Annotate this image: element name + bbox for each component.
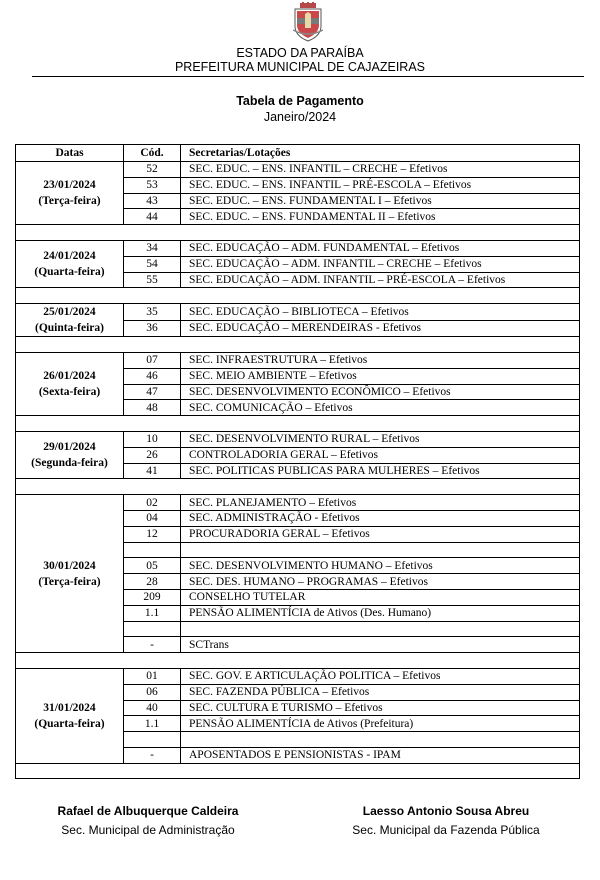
department-code: 48 xyxy=(124,400,181,416)
department-code: 40 xyxy=(124,700,181,716)
department-code: - xyxy=(124,747,181,763)
payment-weekday: (Terça-feira) xyxy=(38,195,101,208)
group-separator-row xyxy=(16,479,580,495)
department-name: SEC. DESENVOLVIMENTO ECONÔMICO – Efetivos xyxy=(181,384,580,400)
payment-date: 25/01/2024 xyxy=(43,306,96,319)
payment-table xyxy=(15,144,580,779)
payment-date-cell xyxy=(16,304,124,337)
separator-cell xyxy=(16,479,580,495)
table-row xyxy=(16,240,580,256)
department-name: PENSÃO ALIMENTÍCIA de Ativos (Des. Humano) xyxy=(181,605,580,621)
document-title: Tabela de Pagamento xyxy=(236,94,364,108)
department-name: SEC. GOV. E ARTICULAÇÃO POLITICA – Efetivos xyxy=(181,668,580,684)
department-name xyxy=(181,542,580,558)
department-name: SCTrans xyxy=(181,637,580,653)
department-code: 47 xyxy=(124,384,181,400)
signature-block-finance xyxy=(316,802,576,840)
department-code: 35 xyxy=(124,304,181,321)
col-header-code: Cód. xyxy=(124,145,181,162)
group-separator-row xyxy=(16,288,580,304)
department-name: SEC. CULTURA E TURISMO – Efetivos xyxy=(181,700,580,716)
department-code: 41 xyxy=(124,463,181,479)
signatory-role: Sec. Municipal da Fazenda Pública xyxy=(352,823,540,837)
department-name xyxy=(181,621,580,637)
department-name: SEC. POLITICAS PUBLICAS PARA MULHERES – Efetivos xyxy=(181,463,580,479)
table-row xyxy=(16,352,580,368)
separator-cell xyxy=(16,416,580,432)
group-separator-row xyxy=(16,653,580,669)
separator-cell xyxy=(16,337,580,353)
department-name: SEC. EDUC. – ENS. INFANTIL – PRÉ-ESCOLA – Efetivos xyxy=(181,177,580,193)
department-name: PENSÃO ALIMENTÍCIA de Ativos (Prefeitura) xyxy=(181,716,580,732)
department-code xyxy=(124,621,181,637)
department-name: SEC. DESENVOLVIMENTO HUMANO – Efetivos xyxy=(181,558,580,574)
signatory-name: Rafael de Albuquerque Caldeira xyxy=(57,804,239,818)
group-separator-row xyxy=(16,225,580,241)
separator-cell xyxy=(16,653,580,669)
department-name: SEC. MEIO AMBIENTE – Efetivos xyxy=(181,368,580,384)
department-name: SEC. EDUCAÇÃO – MERENDEIRAS - Efetivos xyxy=(181,320,580,337)
separator-cell xyxy=(16,763,580,779)
payment-date-cell xyxy=(16,431,124,478)
department-name: SEC. EDUC. – ENS. FUNDAMENTAL II – Efetivos xyxy=(181,209,580,225)
department-code: 36 xyxy=(124,320,181,337)
signature-block-administration xyxy=(18,802,278,840)
payment-date-cell xyxy=(16,495,124,653)
department-name: SEC. EDUCAÇÃO – ADM. INFANTIL – PRÉ-ESCOLA – Efetivos xyxy=(181,272,580,288)
department-name: SEC. COMUNICAÇÃO – Efetivos xyxy=(181,400,580,416)
coat-of-arms-icon xyxy=(291,2,325,42)
department-code: 12 xyxy=(124,526,181,542)
department-name: APOSENTADOS E PENSIONISTAS - IPAM xyxy=(181,747,580,763)
department-code: 1.1 xyxy=(124,605,181,621)
department-name xyxy=(181,732,580,748)
table-row xyxy=(16,668,580,684)
table-body xyxy=(16,162,580,779)
department-code: 06 xyxy=(124,684,181,700)
department-code: 46 xyxy=(124,368,181,384)
payment-weekday: (Segunda-feira) xyxy=(31,457,108,470)
department-code: - xyxy=(124,637,181,653)
department-name: SEC. DES. HUMANO – PROGRAMAS – Efetivos xyxy=(181,574,580,590)
payment-weekday: (Quarta-feira) xyxy=(34,266,105,279)
department-code: 209 xyxy=(124,589,181,605)
payment-weekday: (Sexta-feira) xyxy=(38,386,101,399)
prefecture-name: PREFEITURA MUNICIPAL DE CAJAZEIRAS xyxy=(174,60,426,74)
department-code: 01 xyxy=(124,668,181,684)
col-header-dates: Datas xyxy=(16,145,124,162)
department-code: 05 xyxy=(124,558,181,574)
document-period: Janeiro/2024 xyxy=(263,110,337,124)
table-row xyxy=(16,495,580,511)
payment-date-cell xyxy=(16,240,124,287)
department-name: SEC. EDUC. – ENS. INFANTIL – CRECHE – Efetivos xyxy=(181,162,580,178)
department-code: 44 xyxy=(124,209,181,225)
payment-date: 23/01/2024 xyxy=(43,179,96,192)
payment-date: 30/01/2024 xyxy=(43,559,96,572)
payment-weekday: (Quinta-feira) xyxy=(35,322,104,335)
department-name: SEC. ADMINISTRAÇÃO - Efetivos xyxy=(181,510,580,526)
separator-cell xyxy=(16,288,580,304)
department-name: PROCURADORIA GERAL – Efetivos xyxy=(181,526,580,542)
table-row xyxy=(16,162,580,178)
department-code: 28 xyxy=(124,574,181,590)
col-header-departments: Secretarias/Lotações xyxy=(181,145,580,162)
department-name: SEC. EDUC. – ENS. FUNDAMENTAL I – Efetivos xyxy=(181,193,580,209)
department-name: SEC. PLANEJAMENTO – Efetivos xyxy=(181,495,580,511)
department-name: SEC. EDUCAÇÃO – ADM. INFANTIL – CRECHE – Efetivos xyxy=(181,256,580,272)
department-name: CONSELHO TUTELAR xyxy=(181,589,580,605)
department-code: 04 xyxy=(124,510,181,526)
group-separator-row xyxy=(16,416,580,432)
signatory-name: Laesso Antonio Sousa Abreu xyxy=(362,804,530,818)
department-code: 34 xyxy=(124,240,181,256)
payment-date-cell xyxy=(16,352,124,415)
department-code: 53 xyxy=(124,177,181,193)
payment-weekday: (Terça-feira) xyxy=(38,575,101,588)
payment-date: 31/01/2024 xyxy=(43,701,96,714)
department-code: 10 xyxy=(124,431,181,447)
department-code: 54 xyxy=(124,256,181,272)
signatory-role: Sec. Municipal de Administração xyxy=(61,823,235,837)
payment-date-cell xyxy=(16,668,124,763)
payment-date: 26/01/2024 xyxy=(43,370,96,383)
department-code: 02 xyxy=(124,495,181,511)
group-separator-row xyxy=(16,763,580,779)
department-code: 55 xyxy=(124,272,181,288)
table-row xyxy=(16,304,580,321)
group-separator-row xyxy=(16,337,580,353)
separator-cell xyxy=(16,225,580,241)
header-divider xyxy=(32,76,584,77)
department-code: 26 xyxy=(124,447,181,463)
payment-weekday: (Quarta-feira) xyxy=(34,717,105,730)
department-name: SEC. EDUCAÇÃO – ADM. FUNDAMENTAL – Efetivos xyxy=(181,240,580,256)
department-name: SEC. DESENVOLVIMENTO RURAL – Efetivos xyxy=(181,431,580,447)
department-code: 43 xyxy=(124,193,181,209)
payment-date: 24/01/2024 xyxy=(43,250,96,263)
department-name: SEC. FAZENDA PÚBLICA – Efetivos xyxy=(181,684,580,700)
department-name: CONTROLADORIA GERAL – Efetivos xyxy=(181,447,580,463)
payment-date: 29/01/2024 xyxy=(43,441,96,454)
department-code: 1.1 xyxy=(124,716,181,732)
state-name: ESTADO DA PARAÍBA xyxy=(236,46,364,60)
payment-date-cell xyxy=(16,162,124,225)
department-code xyxy=(124,542,181,558)
department-code: 07 xyxy=(124,352,181,368)
department-code xyxy=(124,732,181,748)
department-code: 52 xyxy=(124,162,181,178)
department-name: SEC. INFRAESTRUTURA – Efetivos xyxy=(181,352,580,368)
table-row xyxy=(16,431,580,447)
table-header-row xyxy=(16,145,580,162)
department-name: SEC. EDUCAÇÃO – BIBLIOTECA – Efetivos xyxy=(181,304,580,321)
